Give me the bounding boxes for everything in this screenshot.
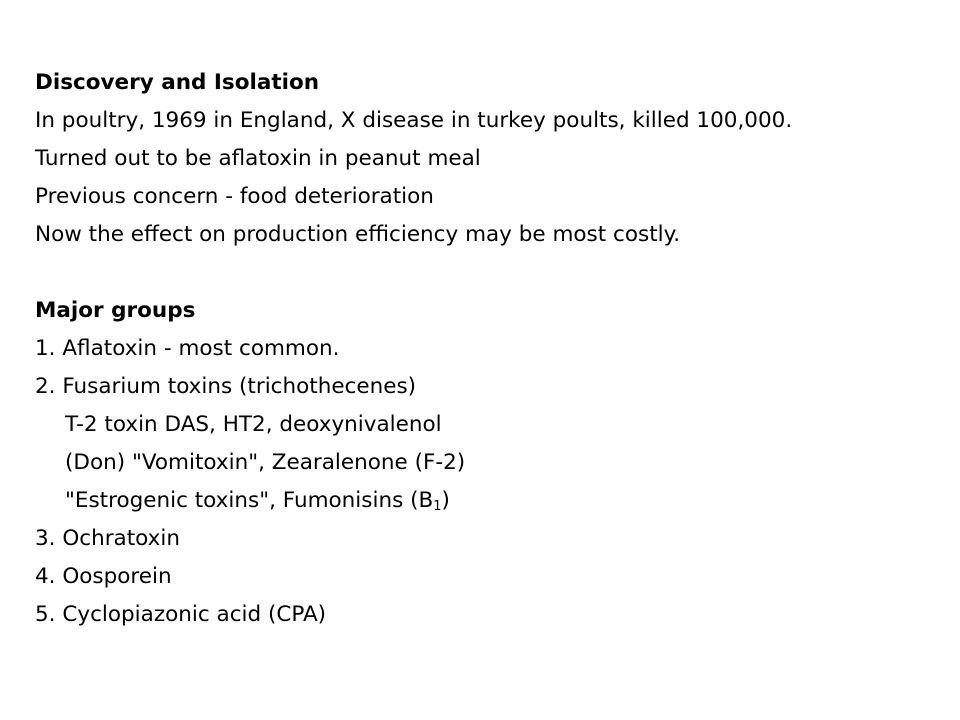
fusarium-subline-3-text: "Estrogenic toxins", Fumonisins (B bbox=[65, 488, 434, 513]
discovery-line-1: In poultry, 1969 in England, X disease in turkey poults, killed 100,000. bbox=[35, 108, 793, 133]
discovery-line-4: Now the effect on production efficiency may be most costly. bbox=[35, 222, 681, 247]
section-heading-discovery: Discovery and Isolation bbox=[35, 70, 320, 95]
group-item-fusarium: 2. Fusarium toxins (trichothecenes) bbox=[35, 374, 417, 399]
discovery-line-2: Turned out to be aflatoxin in peanut meal bbox=[35, 146, 481, 171]
group-item-cpa: 5. Cyclopiazonic acid (CPA) bbox=[35, 602, 327, 627]
section-spacer bbox=[35, 254, 935, 292]
slide-content bbox=[35, 64, 935, 634]
fusarium-subline-3 bbox=[35, 482, 935, 520]
discovery-line-3: Previous concern - food deterioration bbox=[35, 184, 434, 209]
group-item-ochratoxin: 3. Ochratoxin bbox=[35, 526, 180, 551]
fumonisin-subscript: 1 bbox=[433, 499, 442, 515]
fusarium-subline-1: T-2 toxin DAS, HT2, deoxynivalenol bbox=[65, 412, 442, 437]
group-item-oosporein: 4. Oosporein bbox=[35, 564, 172, 589]
group-item-aflatoxin: 1. Aflatoxin - most common. bbox=[35, 336, 340, 361]
fusarium-subline-3-close: ) bbox=[441, 488, 450, 513]
section-heading-major-groups: Major groups bbox=[35, 298, 196, 323]
fusarium-subline-2: (Don) "Vomitoxin", Zearalenone (F-2) bbox=[65, 450, 466, 475]
